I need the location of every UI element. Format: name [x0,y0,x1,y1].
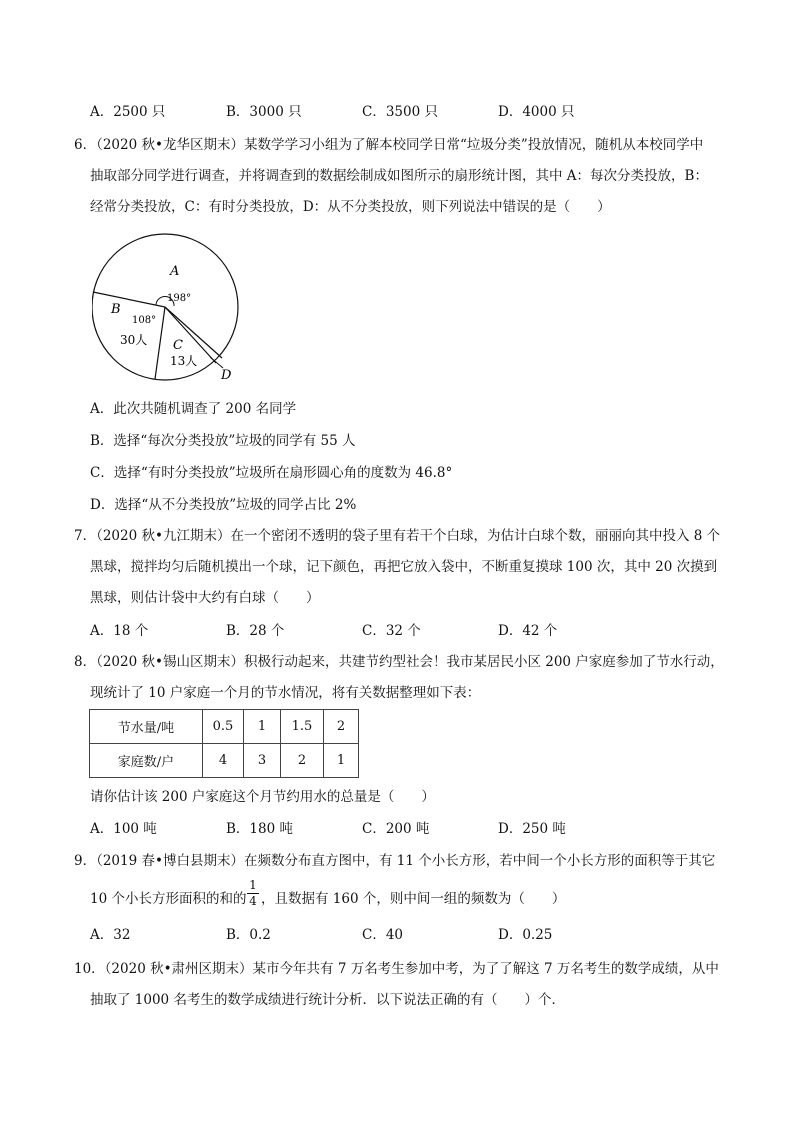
pie-angle-a: 198° [167,293,192,304]
q9-stem-line-2-before: 10 个小长方形面积的和的 [90,891,247,907]
q7-option-b: B．28 个 [226,623,285,639]
q6-stem-line-2: 抽取部分同学进行调查，并将调查到的数据绘制成如图所示的扇形统计图，其中 A：每次分类投放，B： [90,168,708,184]
q9-option-b: B．0.2 [226,927,271,943]
q9-stem-line-1: 9．（2019 春•博白县期末）在频数分布直方图中，有 11 个小长方形，若中间一个小长方形的面积等于其它 [74,853,716,869]
table-row [90,710,359,744]
pie-count-c: 13人 [170,354,198,368]
water-saving-table [89,709,359,778]
q5-option-c: C．3500 只 [362,104,438,120]
pie-label-d: D [221,368,232,383]
q6-stem-line-3: 经常分类投放，C：有时分类投放，D：从不分类投放，则下列说法中错误的是（ ） [90,199,611,215]
q10-stem-line-2: 抽取了 1000 名考生的数学成绩进行统计分析．以下说法正确的有（ ）个． [90,992,565,1008]
pie-chart-figure [92,226,252,386]
q6-option-d: D．选择“从不分类投放”垃圾的同学占比 2% [90,497,357,513]
q8-stem-line-2: 现统计了 10 户家庭一个月的节水情况，将有关数据整理如下表： [90,685,481,701]
pie-radius-ab [93,292,165,307]
q5-option-a: A．2500 只 [90,104,166,120]
table-row-header-saving: 节水量/吨 [90,710,203,744]
pie-label-a: A [170,264,180,279]
q7-option-d: D．42 个 [498,623,558,639]
q9-fraction-numerator: 1 [249,878,257,892]
q6-option-c: C．选择“有时分类投放”垃圾所在扇形圆心角的度数为 46.8° [90,465,453,481]
table-cell: 4 [203,744,244,778]
table-cell: 3 [244,744,281,778]
pie-angle-b: 108° [132,315,157,326]
q7-stem-line-3: 黑球，则估计袋中大约有白球（ ） [90,590,320,606]
table-row-header-households: 家庭数/户 [90,744,203,778]
q8-question-line: 请你估计该 200 户家庭这个月节约用水的总量是（ ） [90,789,435,805]
q6-stem-line-1: 6．（2020 秋•龙华区期末）某数学学习小组为了解本校同学日常“垃圾分类”投放情况，随机从本校同学中 [74,137,704,153]
table-cell: 1 [244,710,281,744]
pie-label-c: C [173,338,183,353]
q8-option-b: B．180 吨 [226,821,293,837]
q9-option-a: A．32 [90,927,131,943]
q5-option-d: D．4000 只 [498,104,575,120]
pie-label-b: B [111,302,121,317]
q5-option-b: B．3000 只 [226,104,302,120]
q7-stem-line-1: 7．（2020 秋•九江期末）在一个密闭不透明的袋子里有若干个白球，为估计白球个数，丽丽向其中投入 8 个 [74,528,721,544]
q7-option-a: A．18 个 [90,623,149,639]
q9-option-d: D．0.25 [498,927,553,943]
q8-stem-line-1: 8．（2020 秋•锡山区期末）积极行动起来，共建节约型社会！我市某居民小区 200 户家庭参加了节水行动， [74,654,724,670]
q6-option-a: A．此次共随机调查了 200 名同学 [90,401,297,417]
q8-option-c: C．200 吨 [362,821,430,837]
q8-option-d: D．250 吨 [498,821,566,837]
table-cell: 0.5 [203,710,244,744]
q9-option-c: C．40 [362,927,404,943]
q9-fraction-denominator: 4 [249,894,257,908]
table-cell: 2 [281,744,324,778]
pie-radius-bc [155,307,165,379]
q6-option-b: B．选择“每次分类投放”垃圾的同学有 55 人 [90,433,356,449]
q8-option-a: A．100 吨 [90,821,157,837]
q9-stem-line-2-after: ，且数据有 160 个，则中间一组的频数为（ ） [261,891,566,907]
table-cell: 1.5 [281,710,324,744]
table-row [90,744,359,778]
table-cell: 1 [324,744,359,778]
q9-fraction [247,879,259,908]
pie-count-b: 30人 [120,333,148,347]
table-cell: 2 [324,710,359,744]
q7-stem-line-2: 黑球，搅拌均匀后随机摸出一个球，记下颜色，再把它放入袋中，不断重复摸球 100 次，其中 20 次摸到 [90,559,718,575]
q7-option-c: C．32 个 [362,623,421,639]
q10-stem-line-1: 10．（2020 秋•肃州区期末）某市今年共有 7 万名考生参加中考，为了了解这 7 万名考生的数学成绩，从中 [74,961,719,977]
